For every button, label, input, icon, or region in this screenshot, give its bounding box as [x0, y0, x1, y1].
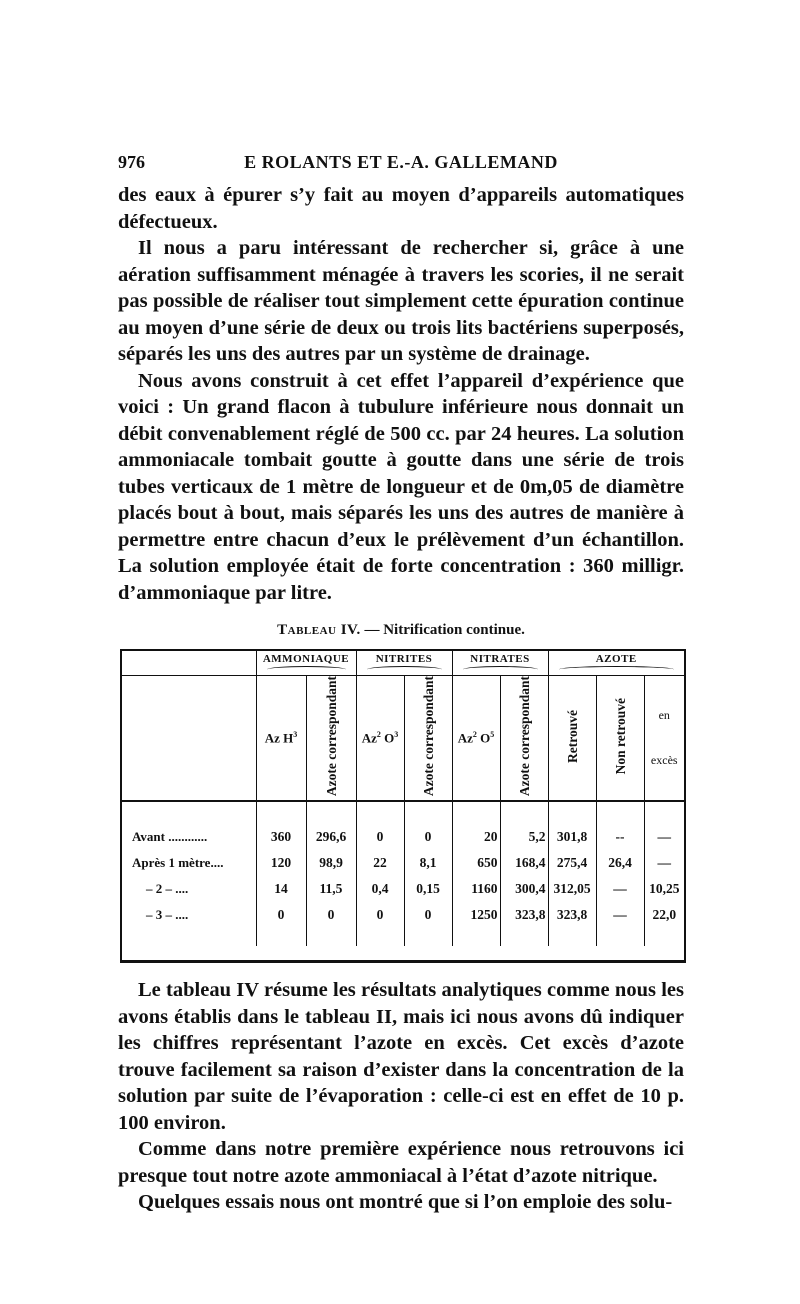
table-cell: — [596, 876, 644, 902]
table-cell: 22 [356, 850, 404, 876]
row-label: – 2 – .... [146, 881, 189, 897]
table-cell: 1160 [452, 876, 500, 902]
col-header-azote-correspondant: Azote correspondant [306, 676, 356, 802]
body-text-bottom [118, 977, 684, 1216]
table-cell: 120 [256, 850, 306, 876]
table-cell: 22,0 [644, 902, 684, 928]
table-cell: 14 [256, 876, 306, 902]
table-cell: 10,25 [644, 876, 684, 902]
table-cell: 0,15 [404, 876, 452, 902]
table-cell: 0 [306, 902, 356, 928]
table-cell: 275,4 [548, 850, 596, 876]
paragraph: Comme dans notre première expérience nous retrouvons ici presque tout notre azote ammoniacal à l’état d’azote nitrique. [118, 1138, 684, 1187]
paragraph: Il nous a paru intéressant de rechercher si, grâce à une aération suffisamment ménagée à travers les scories, il ne serait pas possible de réaliser tout simplement cette épuration continue au moyen d’une série de deux ou trois lits bactériens superposés, séparés les uns des autres par un système de drainage. [118, 237, 684, 365]
table-cell: 323,8 [548, 902, 596, 928]
table-caption-title: — Nitrification continue. [364, 622, 525, 638]
table-caption-label: Tableau IV. [277, 622, 361, 638]
page-header [118, 152, 684, 182]
table-row [122, 850, 684, 876]
page-number: 976 [118, 152, 145, 172]
table-cell: 5,2 [500, 824, 548, 850]
col-header-az2o5: Az$^2$ $O^5$ [452, 676, 500, 802]
group-header-azote: AZOTE [548, 651, 684, 676]
table-caption [118, 622, 684, 639]
table-cell: 0 [404, 902, 452, 928]
table-row [122, 824, 684, 850]
table-cell: 323,8 [500, 902, 548, 928]
table-cell: 0 [356, 902, 404, 928]
table-cell: 0 [404, 824, 452, 850]
col-header-az2o3: Az$^2$ $O^3$ [356, 676, 404, 802]
row-label: Après 1 mètre.... [132, 855, 224, 871]
col-header-azh3: Az $H^3$ [256, 676, 306, 802]
table-cell: 360 [256, 824, 306, 850]
table-row [122, 876, 684, 902]
table-cell: 8,1 [404, 850, 452, 876]
col-header-azote-correspondant: Azote correspondant [500, 676, 548, 802]
row-label: – 3 – .... [146, 907, 189, 923]
group-header-nitrites: NITRITES [356, 651, 452, 676]
paragraph: Quelques essais nous ont montré que si l’on emploie des solu- [138, 1191, 673, 1213]
paragraph: Le tableau IV résume les résultats analytiques comme nous les avons établis dans le tableau II, mais ici nous avons dû indiquer les chiffres représentant l’azote en excès. Cet excès d’azote trouve facilement sa raison d’exister dans la concentration de la solution par suite de l’évaporation : celle-ci est en effet de 10 p. 100 environ. [118, 979, 684, 1134]
row-label: Avant ............ [132, 829, 208, 845]
table-cell: 168,4 [500, 850, 548, 876]
table-cell: 0 [256, 902, 306, 928]
table-cell: 650 [452, 850, 500, 876]
group-header-ammoniaque: AMMONIAQUE [256, 651, 356, 676]
table-cell: 26,4 [596, 850, 644, 876]
paragraph: Nous avons construit à cet effet l’appareil d’expérience que voici : Un grand flacon à tubulure inférieure nous donnait un débit convenablement réglé de 500 cc. par 24 heures. La solution ammoniacale tombait goutte à goutte dans une série de trois tubes verticaux de 1 mètre de longueur et de 0m,05 de diamètre placés bout à bout, mais séparés les uns des autres de manière à permettre entre chacun d’eux le prélèvement d’un échantillon. La solution employée était de forte concentration : 360 milligr. d’ammoniaque par litre. [118, 369, 684, 604]
table-row [122, 902, 684, 928]
table-cell: 20 [452, 824, 500, 850]
col-header-retrouve: Retrouvé [548, 676, 596, 802]
col-header-azote-correspondant: Azote correspondant [404, 676, 452, 802]
table-cell: 1250 [452, 902, 500, 928]
table-cell: 98,9 [306, 850, 356, 876]
col-header-non-retrouve: Non retrouvé [596, 676, 644, 802]
table-cell: 301,8 [548, 824, 596, 850]
table-cell: -- [596, 824, 644, 850]
table-cell: 300,4 [500, 876, 548, 902]
group-header-nitrates: NITRATES [452, 651, 548, 676]
table-cell: 11,5 [306, 876, 356, 902]
book-page [118, 152, 684, 1216]
running-title: E ROLANTS ET E.-A. GALLEMAND [244, 152, 558, 172]
body-text-top [118, 182, 684, 606]
table-cell: — [644, 850, 684, 876]
col-header-en-exces: en excès [644, 676, 684, 802]
table-cell: 0,4 [356, 876, 404, 902]
table-cell: 0 [356, 824, 404, 850]
data-table [120, 649, 686, 963]
table-cell: 296,6 [306, 824, 356, 850]
table-cell: 312,05 [548, 876, 596, 902]
table-cell: — [596, 902, 644, 928]
table-cell: — [644, 824, 684, 850]
paragraph: des eaux à épurer s’y fait au moyen d’appareils automatiques défectueux. [118, 184, 684, 233]
